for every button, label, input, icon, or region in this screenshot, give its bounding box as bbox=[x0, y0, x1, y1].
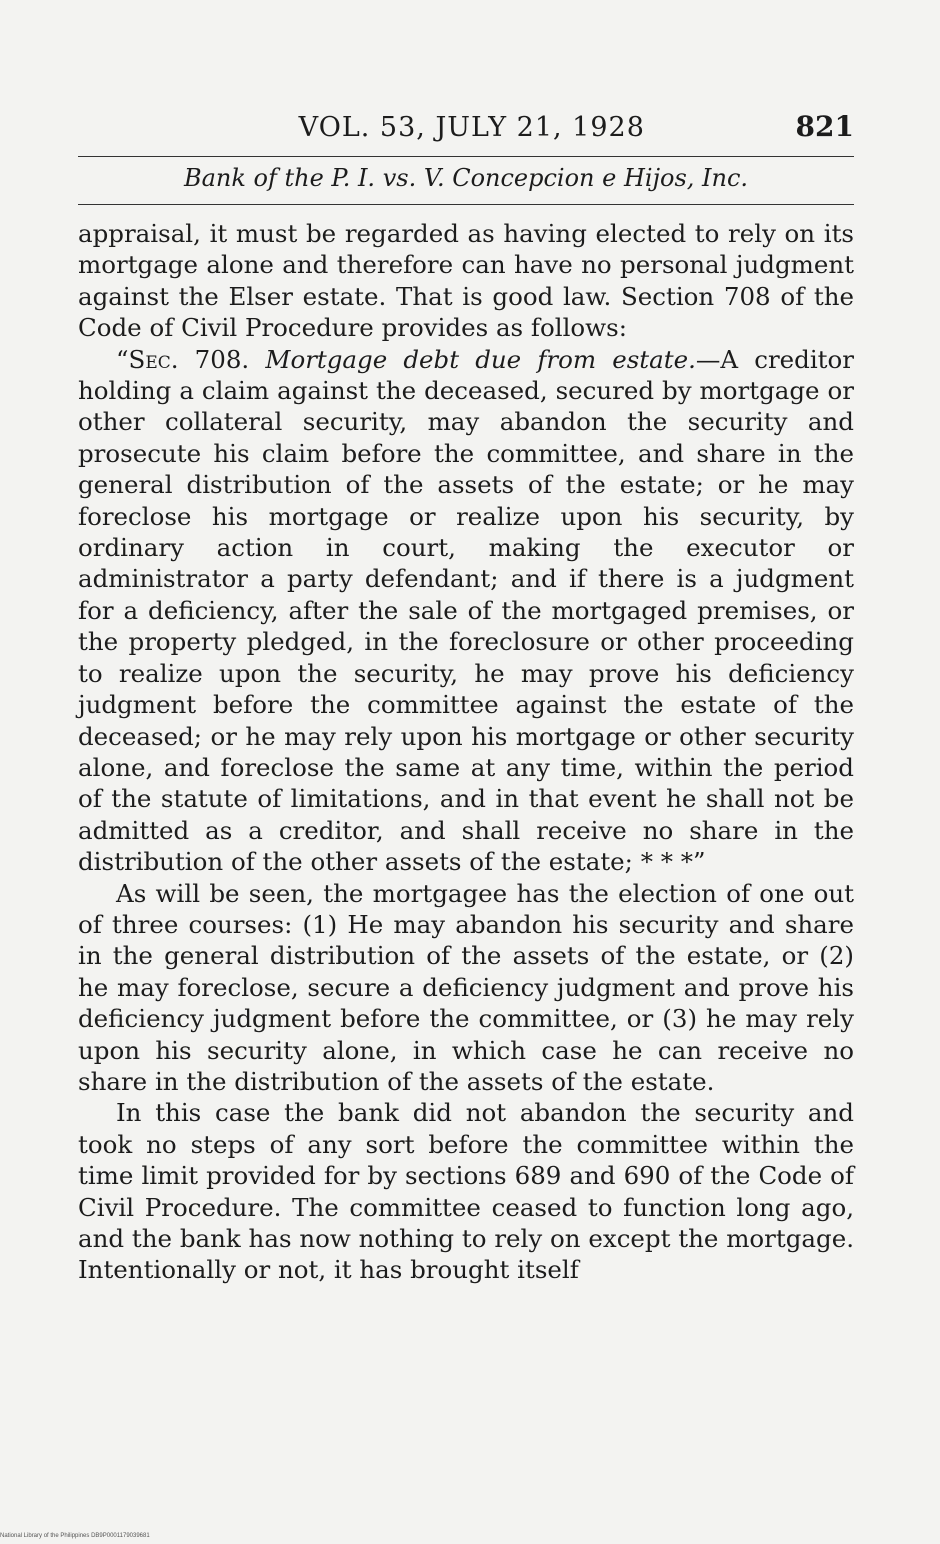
running-header bbox=[78, 110, 854, 143]
section-abbrev: Sec bbox=[128, 344, 171, 374]
section-number: . 708. bbox=[170, 344, 266, 374]
header-rule-top bbox=[78, 156, 854, 157]
scan-footer bbox=[0, 1533, 150, 1539]
paragraph-4: In this case the bank did not abandon the security and took no steps of any sort before the committee within the time limit provided for by sections 689 and 690 of the Code of Civil Procedure. The committee ceased to function long ago, and the bank has now nothing to rely on except the mortgage. Intentionally or not, it has brought itself bbox=[78, 1098, 854, 1285]
volume-date-heading: VOL. 53, JULY 21, 1928 bbox=[298, 112, 645, 143]
page-number: 821 bbox=[795, 110, 854, 143]
header-rule-bottom bbox=[78, 204, 854, 205]
section-text: —A creditor holding a claim against the deceased, secured by mortgage or other collateral security, may abandon the security and prosecute his claim before the committee, and share in the general distribution of the assets of the estate; or he may foreclose his mortgage or realize upon his security, by ordinary action in court, making the executor or administrator a party defendant; and if there is a judgment for a deficiency, after the sale of the mortgaged premises, or the property pledged, in the foreclosure or other proceeding to realize upon the security, he may prove his deficiency judgment before the committee against the estate of the deceased; or he may rely upon his mortgage or other security alone, and foreclose the same at any time, within the period of the statute of limitations, and in that event he shall not be admitted as a creditor, and shall receive no share in the distribution of the other assets of the estate; * * *” bbox=[78, 344, 854, 877]
case-title: Bank of the P. I. vs. V. Concepcion e Hijos, Inc. bbox=[183, 164, 749, 192]
paragraph-1: appraisal, it must be regarded as having elected to rely on its mortgage alone and therefore can have no personal judgment against the Elser estate. That is good law. Section 708 of the Code of Civil Procedure provides as follows: bbox=[78, 219, 854, 343]
body-text bbox=[78, 218, 854, 1286]
footer-source: National Library of the Philippines bbox=[0, 1533, 90, 1539]
quote-open: “ bbox=[116, 344, 129, 374]
paragraph-3: As will be seen, the mortgagee has the election of one out of three courses: (1) He may abandon his security and share in the general distribution of the assets of the estate, or (2) he may foreclose, secure a deficiency judgment and prove his deficiency judgment before the committee, or (3) he may rely upon his security alone, in which case he can receive no share in the distribution of the assets of the estate. bbox=[78, 878, 854, 1096]
footer-code: DB9P0001179039681 bbox=[91, 1533, 150, 1539]
section-heading: Mortgage debt due from estate. bbox=[265, 344, 696, 374]
paragraph-2-quoted-statute bbox=[78, 344, 854, 878]
